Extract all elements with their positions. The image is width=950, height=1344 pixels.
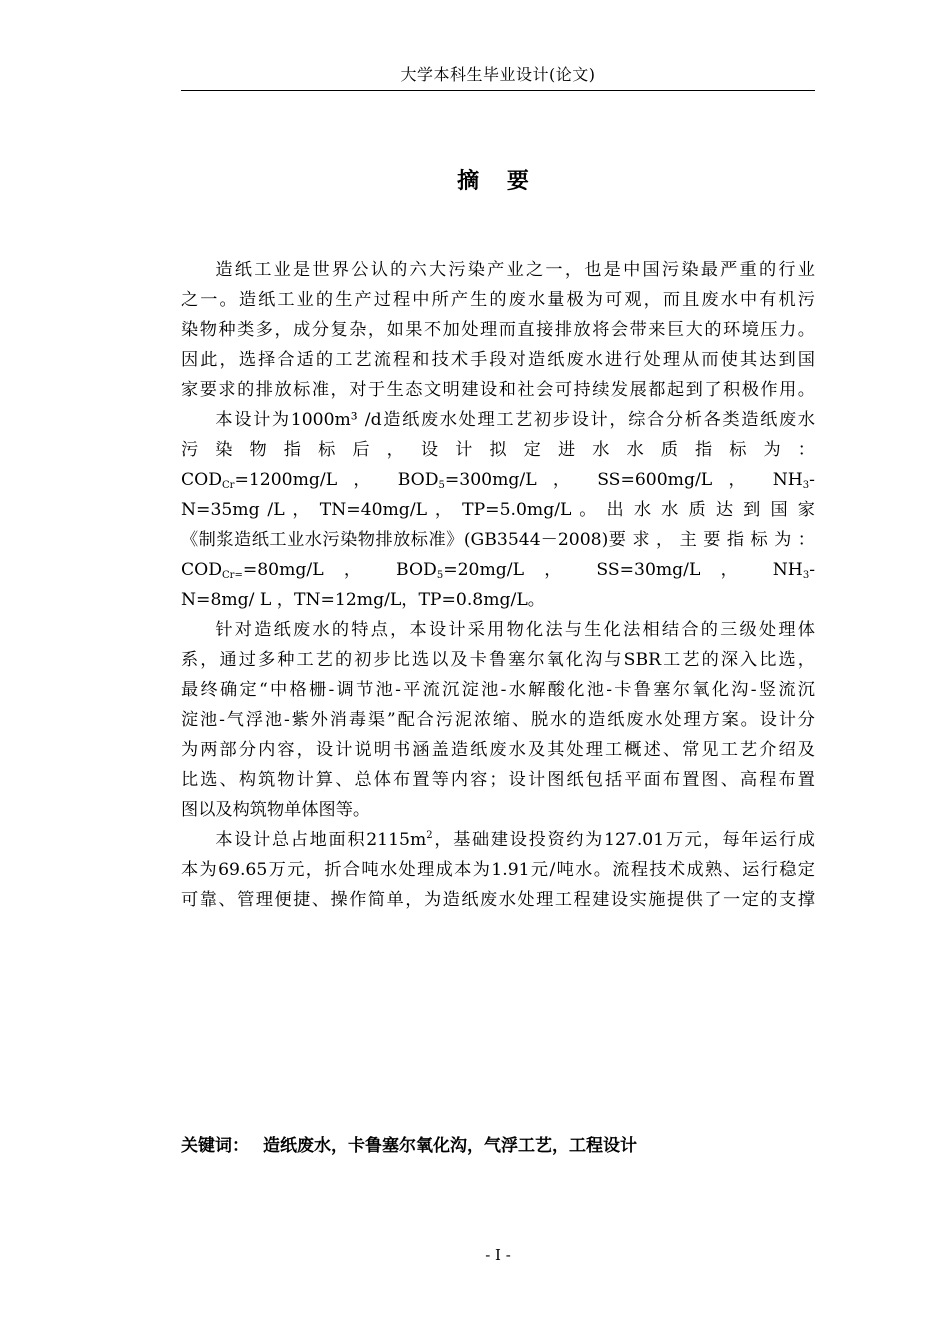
text-run: -	[809, 560, 815, 580]
text-line: 为两部分内容，设计说明书涵盖造纸废水及其处理工概述、常见工艺介绍及	[181, 740, 815, 760]
subscript: Cr=	[222, 570, 243, 581]
text-line: 本为69.65万元，折合吨水处理成本为1.91元/吨水。流程技术成熟、运行稳定	[181, 860, 815, 880]
paragraph-1	[181, 255, 815, 405]
text-line: 因此，选择合适的工艺流程和技术手段对造纸废水进行处理从而使其达到国	[181, 350, 815, 370]
text-line: N=8mg/ L ，TN=12mg/L，TP=0.8mg/L。	[181, 590, 545, 610]
text-line: 针对造纸废水的特点，本设计采用物化法与生化法相结合的三级处理体	[215, 620, 815, 640]
text-run: ，基础建设投资约为127.01万元，每年运行成	[432, 830, 815, 850]
text-line: 淀池-气浮池-紫外消毒渠”配合污泥浓缩、脱水的造纸废水处理方案。设计分	[181, 710, 815, 730]
text-line: 图以及构筑物单体图等。	[181, 800, 371, 820]
text-run: =20mg/L ， SS=30mg/L ， NH	[443, 560, 803, 580]
keywords-text: 造纸废水，卡鲁塞尔氧化沟，气浮工艺，工程设计	[263, 1136, 637, 1156]
subscript: Cr	[222, 480, 235, 491]
text-line: 本设计为1000m³ /d造纸废水处理工艺初步设计，综合分析各类造纸废水	[215, 410, 815, 430]
text-line: 系，通过多种工艺的初步比选以及卡鲁塞尔氧化沟与SBR工艺的深入比选，	[181, 650, 815, 670]
text-run: =1200mg/L ， BOD	[234, 470, 439, 490]
paragraph-3	[181, 615, 815, 825]
text-run: COD	[181, 560, 223, 580]
text-line: 可靠、管理便捷、操作简单，为造纸废水处理工程建设实施提供了一定的支撑	[181, 890, 815, 910]
text-line: 比选、构筑物计算、总体布置等内容；设计图纸包括平面布置图、高程布置	[181, 770, 815, 790]
text-run: =80mg/L ， BOD	[242, 560, 437, 580]
text-line: 最终确定“中格栅-调节池-平流沉淀池-水解酸化池-卡鲁塞尔氧化沟-竖流沉	[181, 680, 815, 700]
text-line: 家要求的排放标准，对于生态文明建设和社会可持续发展都起到了积极作用。	[181, 380, 815, 400]
subscript: 5	[438, 480, 445, 491]
text-line: 之一。造纸工业的生产过程中所产生的废水量极为可观，而且废水中有机污	[181, 290, 815, 310]
text-line	[181, 825, 815, 855]
subscript: 3	[802, 480, 810, 491]
text-run: =300mg/L ， SS=600mg/L ， NH	[444, 470, 803, 490]
subscript: 3	[802, 570, 810, 581]
page-number: - I -	[485, 1246, 511, 1264]
running-header: 大学本科生毕业设计(论文)	[400, 65, 596, 84]
text-run: -	[809, 470, 815, 490]
paragraph-2	[181, 405, 815, 615]
text-line: 染物种类多，成分复杂，如果不加处理而直接排放将会带来巨大的环境压力。	[181, 320, 815, 340]
keywords	[181, 1131, 637, 1156]
text-line: N=35mg /L ， TN=40mg/L ， TP=5.0mg/L 。 出 水 水 质 达 到 国 家	[181, 500, 815, 520]
header-rule	[181, 90, 815, 91]
text-line: 造纸工业是世界公认的六大污染产业之一，也是中国污染最严重的行业	[215, 260, 815, 280]
paragraph-4	[181, 825, 815, 915]
influent-indicators-line	[181, 465, 815, 495]
abstract-title: 摘 要	[457, 169, 539, 194]
superscript: 2	[426, 830, 433, 841]
text-run: COD	[181, 470, 223, 490]
abstract-body	[181, 255, 815, 915]
text-line: 《制浆造纸工业水污染物排放标准》(GB3544－2008)要 求 ， 主 要 指 标 为 ：	[181, 530, 815, 550]
effluent-indicators-line	[181, 555, 815, 585]
subscript: 5	[436, 570, 444, 581]
keywords-label: 关键词：	[181, 1136, 249, 1156]
text-line: 污 染 物 指 标 后 ， 设 计 拟 定 进 水 水 质 指 标 为 ：	[181, 440, 815, 460]
text-run: 本设计总占地面积2115m	[215, 830, 427, 850]
